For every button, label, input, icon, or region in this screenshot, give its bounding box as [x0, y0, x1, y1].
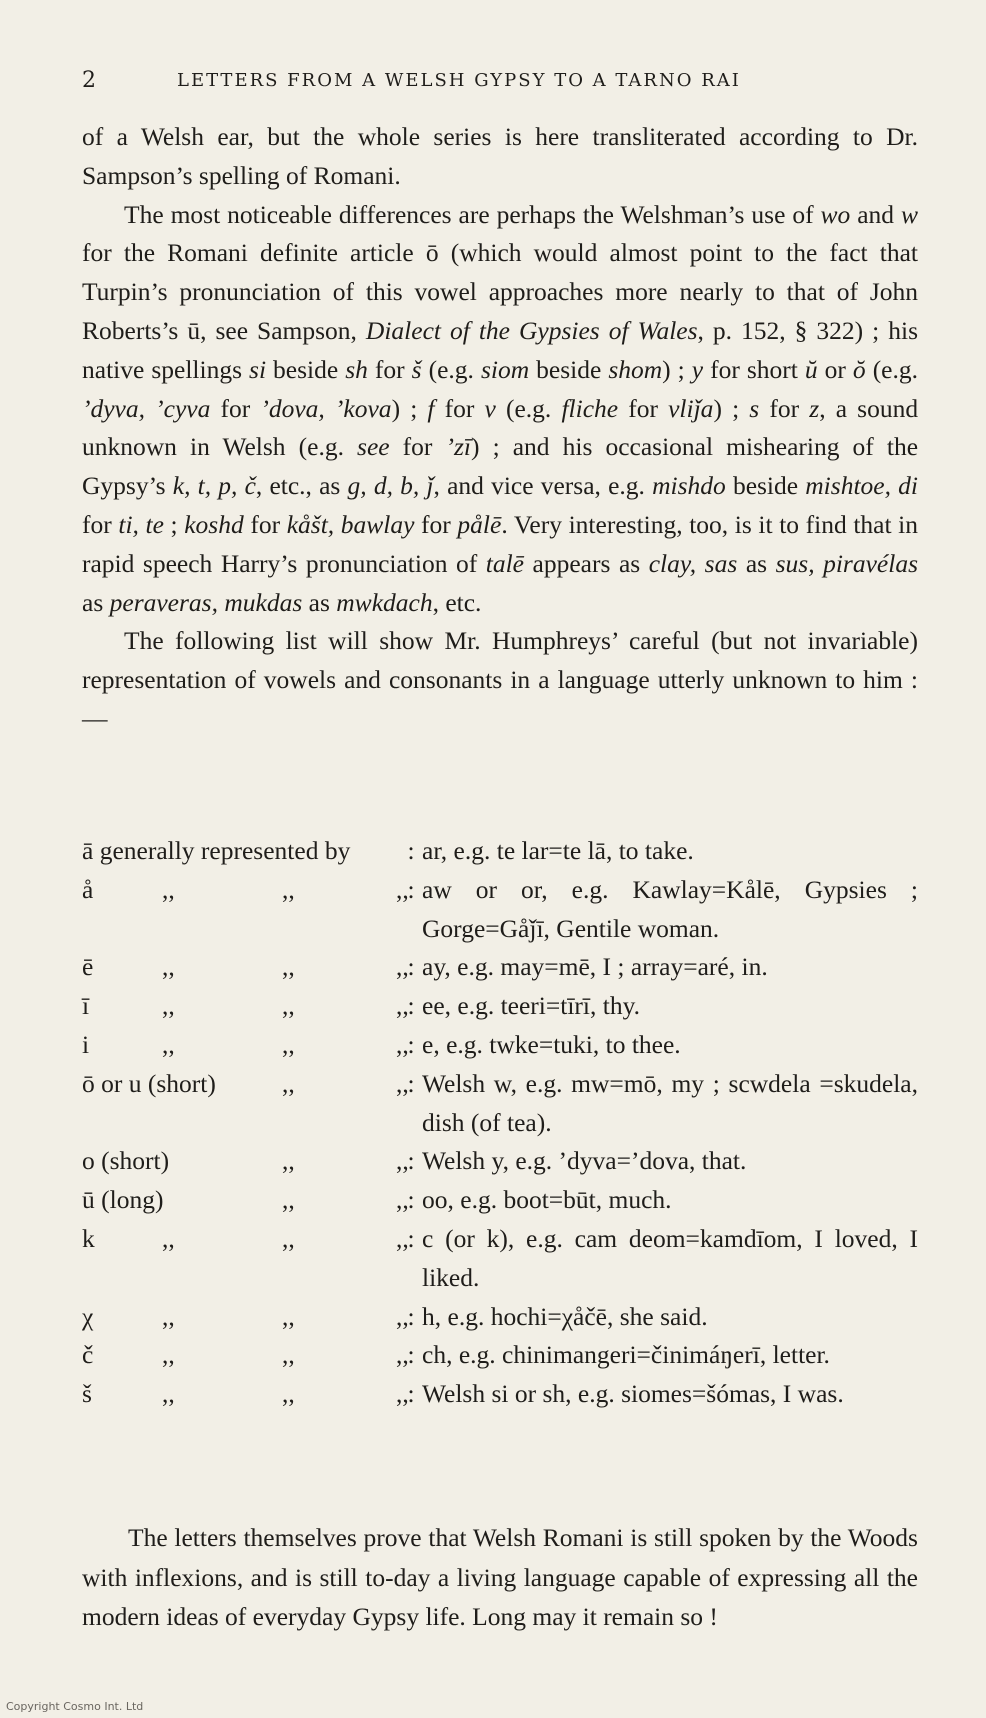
row-colon: : — [407, 1340, 415, 1370]
ditto-mark: ,, — [162, 991, 175, 1021]
row-representation: e, e.g. twke=tuki, to thee. — [422, 1029, 681, 1059]
table-row — [82, 948, 918, 987]
ditto-mark: ,, — [282, 1029, 295, 1059]
ditto-mark: ,, — [162, 1379, 175, 1409]
table-row — [82, 1181, 918, 1220]
row-colon: : — [407, 874, 415, 904]
page-header — [82, 68, 918, 98]
row-symbol: š ,, ,, ,, — [82, 1375, 400, 1414]
ditto-mark: ,, — [282, 1146, 295, 1176]
row-colon: : — [407, 952, 415, 982]
running-head: LETTERS FROM A WELSH GYPSY TO A TARNO RAI — [177, 70, 741, 91]
row-symbol: k ,, ,, ,, — [82, 1220, 400, 1298]
row-colon: : — [407, 1068, 415, 1098]
row-representation: oo, e.g. boot=būt, much. — [422, 1185, 672, 1215]
row-representation: h, e.g. hochi=χåčē, she said. — [422, 1301, 708, 1331]
row-representation: Welsh y, e.g. ’dyva=’dova, that. — [422, 1146, 747, 1176]
table-row — [82, 1298, 918, 1337]
row-colon: : — [407, 1223, 415, 1253]
row-representation: c (or k), e.g. cam deom=kamdīom, I loved, I liked. — [422, 1223, 918, 1292]
row-symbol: ā generally represented by — [82, 836, 351, 865]
row-symbol: o (short) ,, ,, — [82, 1142, 400, 1181]
paragraph-list-intro: The following list will show Mr. Humphreys’ careful (but not invariable) representation of vowels and consonants in a language utterly unknown to him :— — [82, 626, 918, 733]
table-row — [82, 832, 918, 871]
ditto-mark: ,, — [282, 1068, 295, 1098]
row-colon: : — [407, 836, 415, 865]
table-row — [82, 871, 918, 949]
row-representation: ar, e.g. te lar=te lā, to take. — [422, 836, 694, 865]
row-symbol: i ,, ,, ,, — [82, 1026, 400, 1065]
ditto-mark: ,, — [282, 1223, 295, 1253]
row-representation: ay, e.g. may=mē, I ; array=aré, in. — [422, 952, 768, 982]
row-representation: ch, e.g. chinimangeri=činimáŋerī, letter. — [422, 1340, 830, 1370]
row-symbol: č ,, ,, ,, — [82, 1336, 400, 1375]
row-colon: : — [407, 1146, 415, 1176]
ditto-mark: ,, — [162, 952, 175, 982]
row-symbol: ō or u (short) ,, ,, — [82, 1065, 400, 1143]
row-colon: : — [407, 1185, 415, 1215]
row-representation: aw or or, e.g. Kawlay=Kålē, Gypsies ; Gorge=Gåǰī, Gentile woman. — [422, 874, 918, 943]
ditto-mark: ,, — [282, 1185, 295, 1215]
row-symbol: ī ,, ,, ,, — [82, 987, 400, 1026]
copyright-watermark: Copyright Cosmo Int. Ltd — [6, 1700, 144, 1713]
row-colon: : — [407, 991, 415, 1021]
ditto-mark: ,, — [162, 1223, 175, 1253]
table-row — [82, 1065, 918, 1143]
table-row — [82, 1375, 918, 1414]
table-row — [82, 1026, 918, 1065]
paragraph-continuation: of a Welsh ear, but the whole series is here transliterated according to Dr. Sampson’s spelling of Romani. — [82, 122, 918, 190]
row-symbol: å ,, ,, ,, — [82, 871, 400, 949]
body-text — [82, 118, 918, 739]
paragraph-differences: The most noticeable differences are perhaps the Welshman’s use of wo and w for the Romani definite article ō (which would almost point to the fact that Turpin’s pronunciation of this vowel approaches more nearly to that of John Roberts’s ū, see Sampson, Dialect of the Gypsies of Wales, p. 152, § 322) ; his native spellings si beside sh for š (e.g. siom beside shom) ; y for short ŭ or ŏ (e.g. ’dyva, ’cyva for ’dova, ’kova) ; f for v (e.g. fliche for vliǰa) ; s for z, a sound unknown in Welsh (e.g. see for ’zī) ; and his occasional mishearing of the Gypsy’s k, t, p, č, etc., as g, d, b, ǰ, and vice versa, e.g. mishdo beside mishtoe, di for ti, te ; koshd for kåšt, bawlay for pålē. Very interesting, too, is it to find that in rapid speech Harry’s pronunciation of talē appears as clay, sas as sus, piravélas as peraveras, mukdas as mwkdach, etc. — [82, 199, 919, 617]
row-colon: : — [407, 1379, 415, 1409]
ditto-mark: ,, — [162, 1301, 175, 1331]
row-representation: Welsh w, e.g. mw=mō, my ; scwdela =skudela, dish (of tea). — [422, 1068, 918, 1137]
row-representation: ee, e.g. teeri=tīrī, thy. — [422, 991, 641, 1021]
row-colon: : — [407, 1301, 415, 1331]
letter-correspondence-table — [82, 832, 918, 1414]
table-row — [82, 1220, 918, 1298]
closing-paragraph: The letters themselves prove that Welsh Romani is still spoken by the Woods with inflexions, and is still to-day a living language capable of expressing all the modern ideas of everyday Gypsy life. Long may it remain so ! — [82, 1523, 918, 1631]
ditto-mark: ,, — [162, 1029, 175, 1059]
table-row — [82, 987, 918, 1026]
ditto-mark: ,, — [282, 874, 295, 904]
ditto-mark: ,, — [282, 952, 295, 982]
ditto-mark: ,, — [282, 991, 295, 1021]
ditto-mark: ,, — [282, 1340, 295, 1370]
row-symbol: ū (long) ,, ,, — [82, 1181, 400, 1220]
ditto-mark: ,, — [162, 1340, 175, 1370]
table-row — [82, 1336, 918, 1375]
row-symbol: χ ,, ,, ,, — [82, 1298, 400, 1337]
ditto-mark: ,, — [282, 1301, 295, 1331]
ditto-mark: ,, — [282, 1379, 295, 1409]
row-colon: : — [407, 1029, 415, 1059]
ditto-mark: ,, — [162, 874, 175, 904]
row-symbol: ē ,, ,, ,, — [82, 948, 400, 987]
table-row — [82, 1142, 918, 1181]
page-number: 2 — [82, 68, 96, 93]
row-representation: Welsh si or sh, e.g. siomes=šómas, I was. — [422, 1379, 844, 1409]
